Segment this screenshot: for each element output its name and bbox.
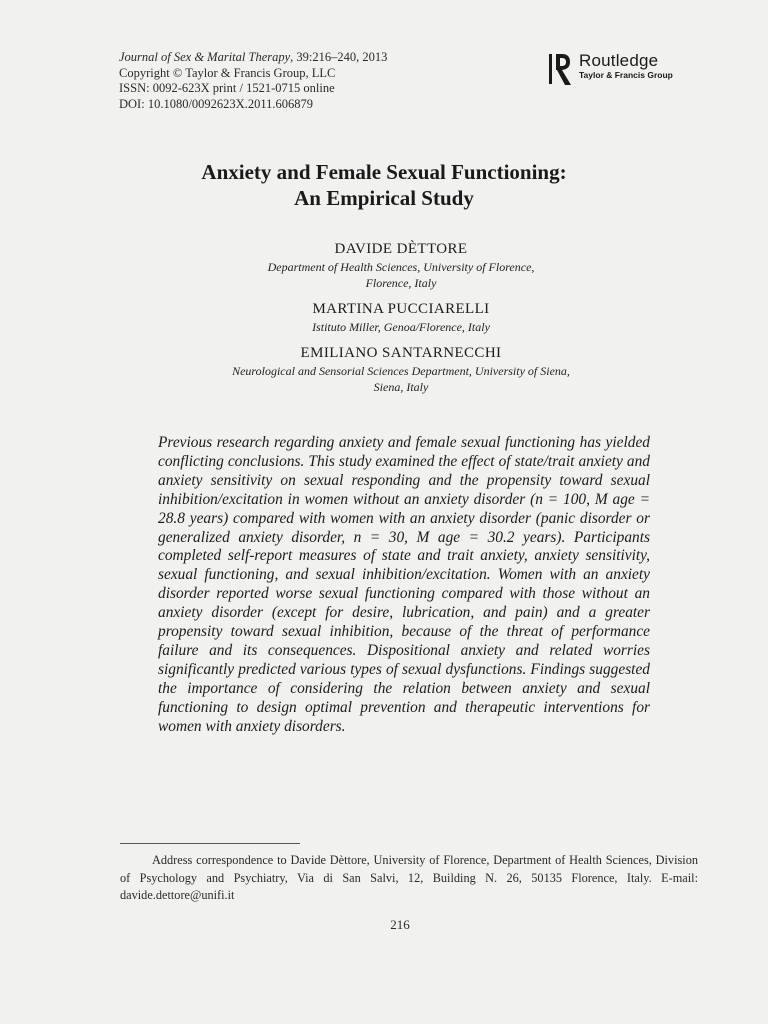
journal-name: Journal of Sex & Marital Therapy (119, 50, 291, 64)
publisher-group: Taylor & Francis Group (579, 70, 673, 80)
copyright-line: Copyright © Taylor & Francis Group, LLC (119, 65, 336, 80)
correspondence-footnote: Address correspondence to Davide Dèttore, University of Florence, Department of Health Sciences, Division of Psychology and Psychiatry, Via di San Salvi, 12, Building N. 26, 50135 Florence, Italy. E-mail: davide.dettore@unifi.it (120, 853, 698, 902)
author-list (0, 240, 768, 404)
affiliation-line: Siena, Italy (373, 380, 429, 394)
article-title (0, 159, 768, 211)
author-name: DAVIDE DÈTTORE (334, 241, 468, 257)
affiliation-line: Florence, Italy (365, 276, 437, 290)
author-name: EMILIANO SANTARNECCHI (300, 345, 502, 361)
affiliation-line: Department of Health Sciences, University of Florence, (267, 260, 535, 274)
title-line-2: An Empirical Study (294, 186, 474, 210)
issn-line: ISSN: 0092-623X print / 1521-0715 online (119, 81, 335, 95)
footnote-divider (120, 843, 300, 844)
affiliation-line: Neurological and Sensorial Sciences Department, University of Siena, (232, 364, 570, 378)
author-affiliation (0, 363, 768, 395)
journal-volume-pages: , 39:216–240, 2013 (290, 50, 388, 64)
doi-line: DOI: 10.1080/0092623X.2011.606879 (119, 96, 313, 111)
routledge-logo-icon (548, 52, 574, 88)
page-number: 216 (390, 917, 410, 932)
author-affiliation (0, 259, 768, 291)
author-name: MARTINA PUCCIARELLI (312, 301, 490, 317)
author-affiliation (0, 319, 768, 335)
title-line-1: Anxiety and Female Sexual Functioning: (201, 160, 567, 184)
journal-info (119, 50, 387, 112)
journal-citation (119, 50, 387, 66)
abstract: Previous research regarding anxiety and female sexual functioning has yielded conflicting conclusions. This study examined the effect of state/trait anxiety and anxiety sensitivity on sexual responding and the propensity toward sexual inhibition/excitation in women without an anxiety disorder (n = 100, M age = 28.8 years) compared with women with an anxiety disorder (panic disorder or generalized anxiety disorder, n = 30, M age = 30.2 years). Participants completed self-report measures of state and trait anxiety, anxiety sensitivity, sexual functioning, and sexual inhibition/excitation. Women with an anxiety disorder reported worse sexual functioning compared with those without an anxiety disorder (except for desire, lubrication, and pain) and a greater propensity toward sexual inhibition, because of the threat of performance failure and its consequences. Dispositional anxiety and related worries significantly predicted various types of sexual dysfunctions. Findings suggested the importance of considering the relation between anxiety and sexual functioning to design optimal prevention and therapeutic interventions for women with anxiety disorders. (158, 434, 650, 735)
affiliation-line: Istituto Miller, Genoa/Florence, Italy (312, 320, 490, 334)
publisher-logo (548, 52, 673, 88)
publisher-name: Routledge (579, 51, 659, 70)
